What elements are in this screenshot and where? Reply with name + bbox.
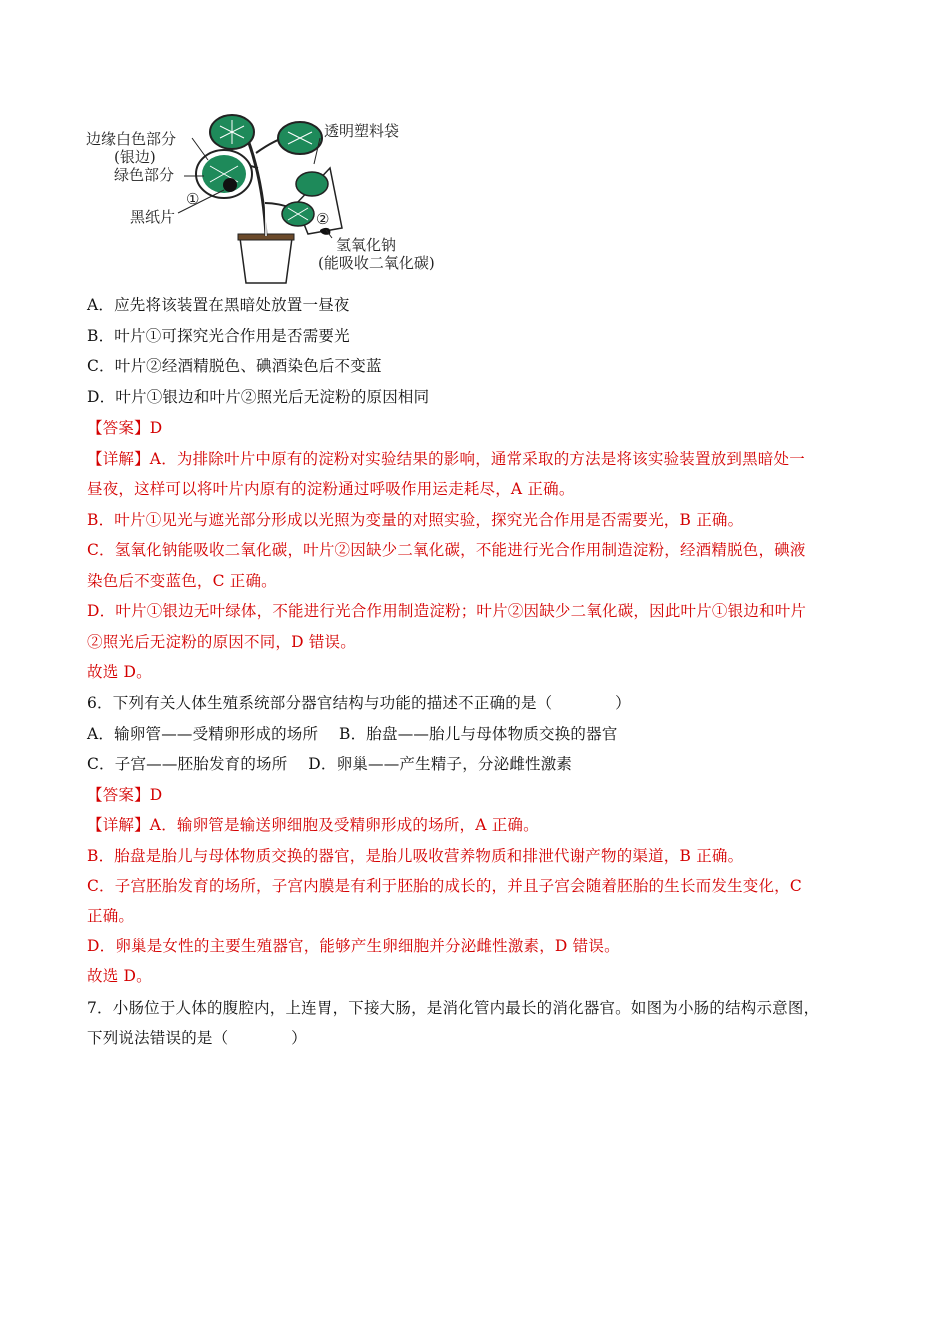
- answer-label: 【答案】D: [87, 786, 163, 804]
- text-line: 【详解】A．输卵管是输送卵细胞及受精卵形成的场所，A 正确。: [87, 816, 539, 834]
- label-silver-edge: 边缘白色部分: [86, 130, 177, 148]
- label-silver-edge-note: (银边): [114, 148, 156, 166]
- text-line: 正确。: [87, 907, 135, 925]
- text-line: B．胎盘是胎儿与母体物质交换的器官，是胎儿吸收营养物质和排泄代谢产物的渠道，B 正确。: [87, 847, 744, 865]
- text-line: 故选 D。: [87, 663, 152, 681]
- text-line: D．叶片①银边无叶绿体，不能进行光合作用制造淀粉；叶片②因缺少二氧化碳，因此叶片①银边和叶片: [87, 602, 807, 620]
- answer-label: 【答案】D: [87, 419, 163, 437]
- text-line: C．子宫胚胎发育的场所，子宫内膜是有利于胚胎的成长的，并且子宫会随着胚胎的生长而发生变化，C: [87, 877, 802, 895]
- text-line: C．叶片②经酒精脱色、碘酒染色后不变蓝: [87, 357, 382, 375]
- text-line: B．叶片①见光与遮光部分形成以光照为变量的对照实验，探究光合作用是否需要光，B 正确。: [87, 511, 744, 529]
- question-6: 6．下列有关人体生殖系统部分器官结构与功能的描述不正确的是（ ）: [87, 694, 631, 712]
- label-black-paper: 黑纸片: [130, 208, 176, 226]
- flower-pot: [240, 238, 292, 283]
- text-line: D．卵巢是女性的主要生殖器官，能够产生卵细胞并分泌雌性激素，D 错误。: [87, 937, 620, 955]
- text-line: 染色后不变蓝色，C 正确。: [87, 572, 277, 590]
- text-line: ②照光后无淀粉的原因不同，D 错误。: [87, 633, 356, 651]
- text-line: 昼夜，这样可以将叶片内原有的淀粉通过呼吸作用运走耗尽，A 正确。: [87, 480, 575, 498]
- label-naoh: 氢氧化钠: [336, 236, 397, 254]
- label-plastic-bag: 透明塑料袋: [324, 122, 400, 140]
- label-circle-1: ①: [186, 190, 200, 208]
- label-circle-2: ②: [316, 210, 330, 228]
- text-line: D．叶片①银边和叶片②照光后无淀粉的原因相同: [87, 388, 430, 406]
- black-paper-piece: [223, 178, 237, 192]
- question-7: 7．小肠位于人体的腹腔内，上连胃，下接大肠，是消化管内最长的消化器官。如图为小肠的结构示意图，: [87, 999, 820, 1017]
- text-line: B．叶片①可探究光合作用是否需要光: [87, 327, 350, 345]
- leaf-in-bag-top: [296, 172, 328, 196]
- label-green-part: 绿色部分: [114, 166, 175, 184]
- text-line: 故选 D。: [87, 967, 152, 985]
- text-line: A．输卵管——受精卵形成的场所 B．胎盘——胎儿与母体物质交换的器官: [87, 725, 618, 743]
- text-line: 下列说法错误的是（ ）: [87, 1029, 307, 1047]
- text-line: A．应先将该装置在黑暗处放置一昼夜: [87, 296, 350, 314]
- plant-experiment-figure: [80, 108, 460, 288]
- text-line: C．子宫——胚胎发育的场所 D．卵巢——产生精子，分泌雌性激素: [87, 755, 573, 773]
- text-line: C．氢氧化钠能吸收二氧化碳，叶片②因缺少二氧化碳，不能进行光合作用制造淀粉，经酒精脱色，碘液: [87, 541, 806, 559]
- text-line: 【详解】A．为排除叶片中原有的淀粉对实验结果的影响，通常采取的方法是将该实验装置放到黑暗处一: [87, 450, 805, 468]
- label-naoh-note: (能吸收二氧化碳): [318, 254, 435, 272]
